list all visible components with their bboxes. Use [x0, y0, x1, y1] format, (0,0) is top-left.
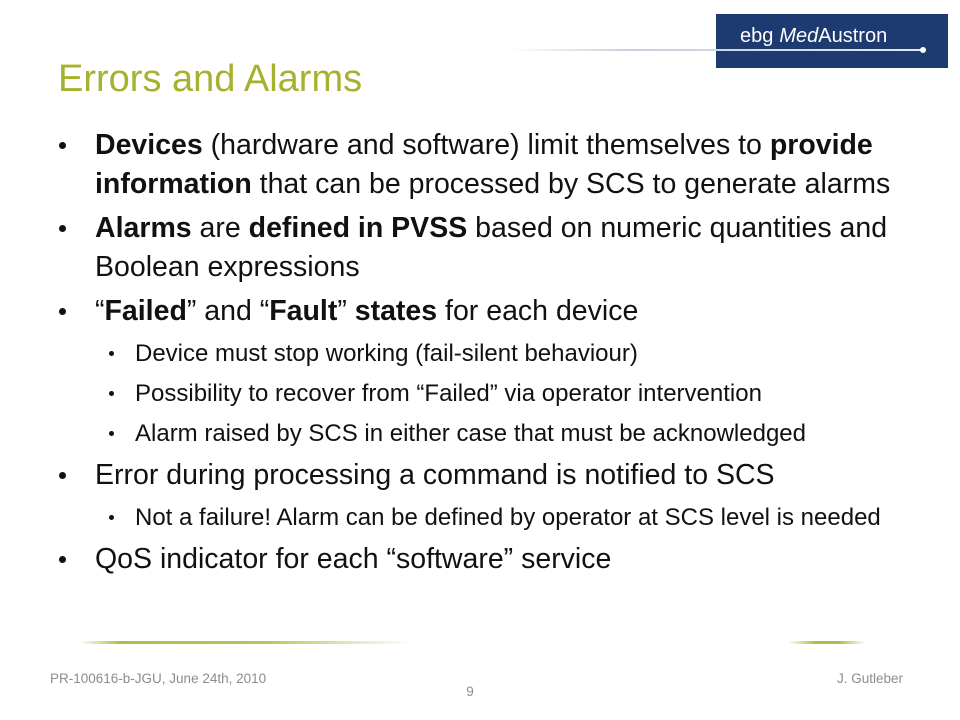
logo-text-med: Med — [779, 25, 819, 47]
footer-author: J. Gutleber — [836, 671, 903, 686]
bullet-text: “ — [95, 295, 105, 327]
bullet-text: Boolean expressions — [95, 251, 360, 283]
bullet-bold-text: Alarms — [95, 212, 192, 244]
bullet-item — [0, 126, 960, 204]
bullet-line — [135, 376, 960, 411]
bullet-line — [135, 336, 960, 371]
bullet-point-icon — [59, 225, 66, 232]
bullet-bold-text: Fault — [269, 295, 338, 327]
bullet-bold-text: states — [354, 295, 438, 327]
bullet-text: QoS indicator for each “software” service — [95, 543, 612, 575]
bullet-text: (hardware and software) limit themselves to — [202, 129, 770, 161]
bullet-text: that can be processed by SCS to generate alarms — [251, 168, 891, 200]
bullet-point-icon — [109, 391, 114, 396]
bullet-bold-text: defined in PVSS — [248, 212, 468, 244]
bullet-point-icon — [109, 431, 114, 436]
bullet-text: Error during processing a command is notified to SCS — [95, 459, 775, 491]
bullet-line — [135, 500, 960, 535]
bullet-bold-text: Failed — [104, 295, 187, 327]
bullet-point-icon — [109, 515, 114, 520]
bullet-text: ” and “ — [186, 295, 270, 327]
bullet-point-icon — [59, 142, 66, 149]
footer-rule-left — [80, 641, 412, 644]
bullet-line — [95, 540, 960, 579]
bullet-point-icon — [109, 351, 114, 356]
bullet-bold-text: provide — [769, 129, 873, 161]
bullet-line — [95, 248, 960, 287]
slide-title: Errors and Alarms — [58, 58, 363, 100]
bullet-line — [95, 292, 960, 331]
footer-rule-right — [788, 641, 866, 644]
header-divider-line — [508, 49, 922, 51]
bullet-text: based on numeric quantities and — [467, 212, 888, 244]
bullet-item — [0, 209, 960, 287]
bullet-line — [135, 416, 960, 451]
bullet-bold-text: information — [95, 168, 252, 200]
bullet-text: ” — [337, 295, 355, 327]
bullet-point-icon — [59, 556, 66, 563]
sub-bullet-item — [0, 416, 960, 451]
bullet-line — [95, 126, 960, 165]
sub-bullet-item — [0, 376, 960, 411]
logo-text-ebg: ebg — [740, 25, 774, 47]
bullet-text: Alarm raised by SCS in either case that must be acknowledged — [135, 420, 807, 447]
bullet-line — [95, 456, 960, 495]
bullet-point-icon — [59, 472, 66, 479]
page-number: 9 — [466, 684, 474, 699]
bullet-point-icon — [59, 308, 66, 315]
bullet-item — [0, 292, 960, 331]
bullet-line — [95, 165, 960, 204]
ebg-medaustron-logo — [740, 24, 887, 48]
logo-text-austron: Austron — [818, 25, 888, 47]
bullet-item — [0, 456, 960, 495]
bullet-line — [95, 209, 960, 248]
bullet-text: Device must stop working (fail-silent behaviour) — [135, 340, 638, 367]
sub-bullet-item — [0, 336, 960, 371]
bullet-item — [0, 540, 960, 579]
bullet-text: Possibility to recover from “Failed” via operator intervention — [135, 380, 762, 407]
bullet-text: are — [191, 212, 249, 244]
bullet-text: Not a failure! Alarm can be defined by operator at SCS level is needed — [135, 504, 881, 531]
bullet-list — [0, 126, 960, 579]
bullet-text: for each device — [437, 295, 639, 327]
bullet-bold-text: Devices — [95, 129, 203, 161]
logo-dot-icon — [920, 47, 926, 53]
sub-bullet-item — [0, 500, 960, 535]
footer-reference: PR-100616-b-JGU, June 24th, 2010 — [50, 671, 267, 686]
